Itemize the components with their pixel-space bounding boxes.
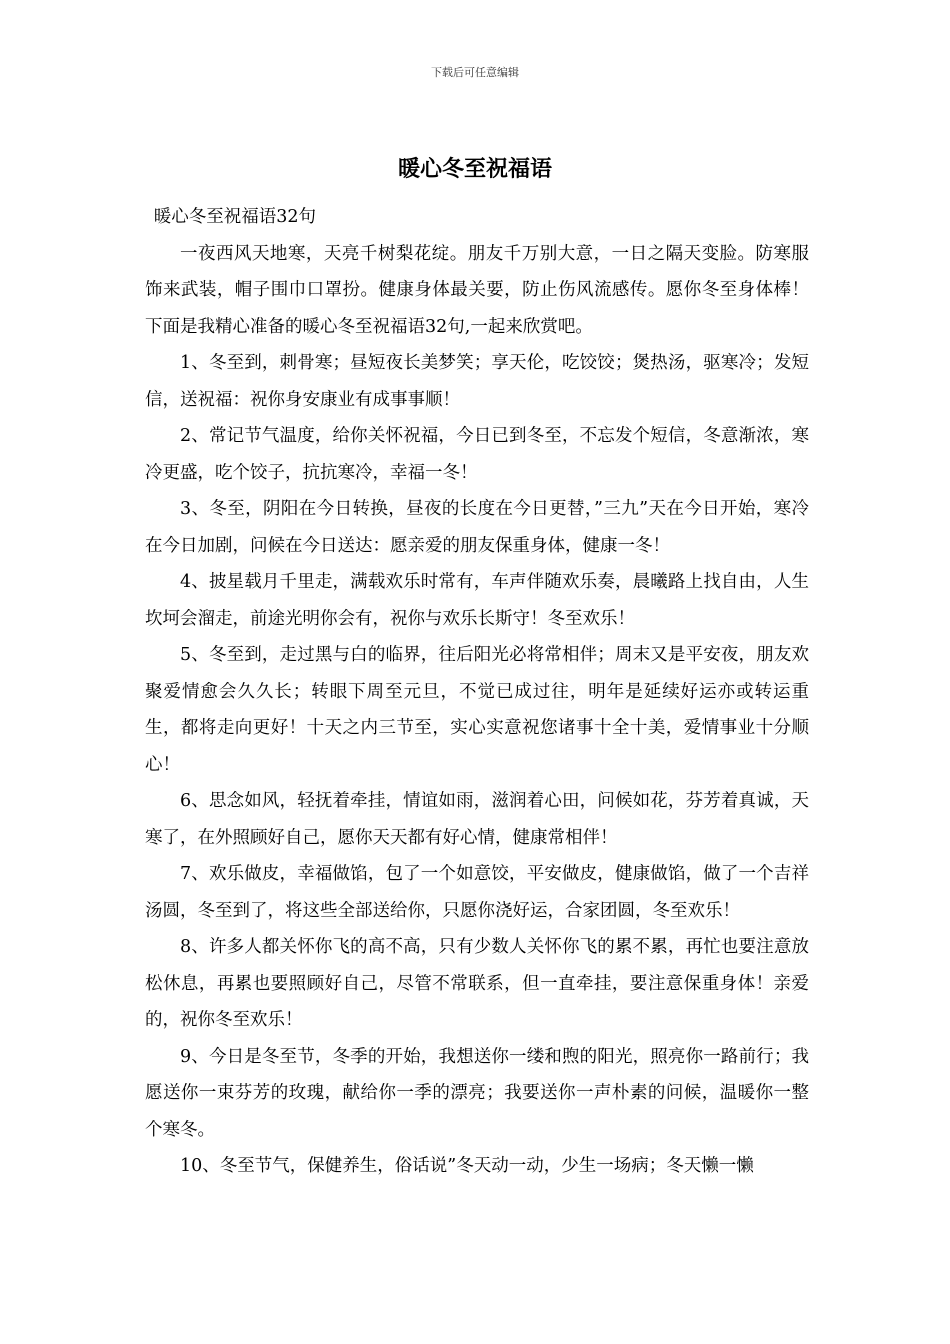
intro-paragraph: 一夜西风天地寒，天亮千树梨花绽。朋友千万别大意，一日之隔天变脸。防寒服饰来武装，帽子围巾口罩扮。健康身体最关要，防止伤风流感传。愿你冬至身体棒！下面是我精心准备的暖心冬至祝福语32句,一起来欣赏吧。 [145, 243, 809, 337]
greeting-item-1: 1、冬至到，刺骨寒；昼短夜长美梦笑；享天伦，吃饺饺；煲热汤，驱寒冷；发短信，送祝福：祝你身安康业有成事事顺！ [145, 353, 809, 410]
greeting-item-8: 8、许多人都关怀你飞的高不高，只有少数人关怀你飞的累不累，再忙也要注意放松休息，再累也要照顾好自己，尽管不常联系，但一直牵挂，要注意保重身体！亲爱的，祝你冬至欢乐！ [145, 937, 809, 1030]
greeting-item-9: 9、今日是冬至节，冬季的开始，我想送你一缕和煦的阳光，照亮你一路前行；我愿送你一束芬芳的玫瑰，献给你一季的漂亮；我要送你一声朴素的问候，温暖你一整个寒冬。 [145, 1046, 809, 1140]
greeting-item-5: 5、冬至到，走过黑与白的临界，往后阳光必将常相伴；周末又是平安夜，朋友欢聚爱情愈会久久长；转眼下周至元旦，不觉已成过往，明年是延续好运亦或转运重生，都将走向更好！十天之内三节至，实心实意祝您诸事十全十美，爱情事业十分顺心！ [145, 645, 809, 775]
greeting-item-6: 6、思念如风，轻抚着牵挂，情谊如雨，滋润着心田，问候如花，芬芳着真诚，天寒了，在外照顾好自己，愿你天天都有好心情，健康常相伴！ [145, 791, 809, 848]
greeting-item-7: 7、欢乐做皮，幸福做馅，包了一个如意饺，平安做皮，健康做馅，做了一个吉祥汤圆，冬至到了，将这些全部送给你，只愿你浇好运，合家团圆，冬至欢乐！ [145, 864, 809, 921]
header-note: 下载后可任意编辑 [431, 66, 519, 79]
greeting-item-4: 4、披星载月千里走，满载欢乐时常有，车声伴随欢乐奏，晨曦路上找自由，人生坎坷会溜走，前途光明你会有，祝你与欢乐长斯守！冬至欢乐！ [145, 572, 809, 629]
document-subtitle: 暖心冬至祝福语32句 [153, 207, 317, 227]
greeting-item-3: 3、冬至，阴阳在今日转换，昼夜的长度在今日更替，”三九”天在今日开始，寒冷在今日加剧，问候在今日送达：愿亲爱的朋友保重身体，健康一冬！ [145, 499, 809, 556]
greeting-item-2: 2、常记节气温度，给你关怀祝福，今日已到冬至，不忘发个短信，冬意渐浓，寒冷更盛，吃个饺子，抗抗寒冷，幸福一冬！ [145, 426, 809, 483]
greeting-item-10: 10、冬至节气，保健养生，俗话说”冬天动一动，少生一场病；冬天懒一懒 [180, 1156, 754, 1176]
document-title: 暖心冬至祝福语 [397, 156, 552, 182]
document-body [145, 199, 809, 1185]
